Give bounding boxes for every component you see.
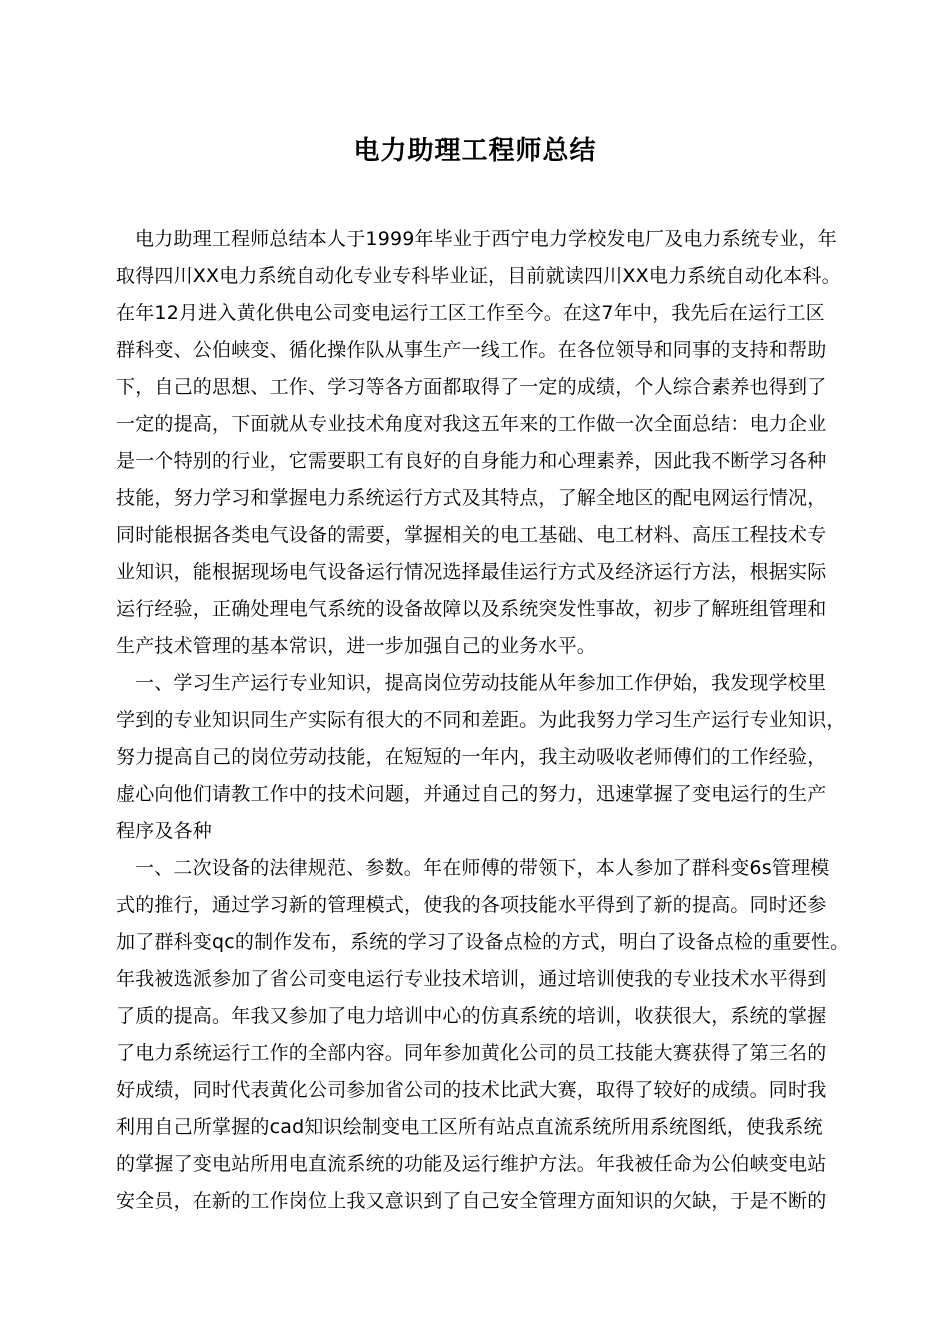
text-line: 业知识，能根据现场电气设备运行情况选择最佳运行方式及经济运行方法，根据实际 [116, 561, 827, 583]
text-line: 式的推行，通过学习新的管理模式，使我的各项技能水平得到了新的提高。同时还参 [116, 894, 827, 916]
text-line: 技能，努力学习和掌握电力系统运行方式及其特点，了解全地区的配电网运行情况， [116, 487, 827, 509]
text-line: 年我被选派参加了省公司变电运行专业技术培训，通过培训使我的专业技术水平得到 [116, 968, 827, 990]
text-line: 是一个特别的行业，它需要职工有良好的自身能力和心理素养，因此我不断学习各种 [116, 450, 827, 472]
text-line: 运行经验，正确处理电气系统的设备故障以及系统突发性事故，初步了解班组管理和 [116, 598, 827, 620]
text-line: 学到的专业知识同生产实际有很大的不同和差距。为此我努力学习生产运行专业知识， [116, 709, 846, 731]
text-line: 加了群科变qc的制作发布，系统的学习了设备点检的方式，明白了设备点检的重要性。 [116, 931, 850, 953]
text-line: 了质的提高。年我又参加了电力培训中心的仿真系统的培训，收获很大，系统的掌握 [116, 1005, 827, 1027]
text-line: 群科变、公伯峡变、循化操作队从事生产一线工作。在各位领导和同事的支持和帮助 [116, 339, 827, 361]
text-line: 在年12月进入黄化供电公司变电运行工区工作至今。在这7年中，我先后在运行工区 [116, 302, 825, 324]
text-line: 了电力系统运行工作的全部内容。同年参加黄化公司的员工技能大赛获得了第三名的 [116, 1042, 827, 1064]
text-line: 程序及各种 [116, 820, 213, 842]
text-line: 取得四川XX电力系统自动化专业专科毕业证，目前就读四川XX电力系统自动化本科。 [116, 265, 841, 287]
text-line: 安全员，在新的工作岗位上我又意识到了自己安全管理方面知识的欠缺，于是不断的 [116, 1190, 827, 1212]
text-line: 利用自己所掌握的cad知识绘制变电工区所有站点直流系统所用系统图纸，使我系统 [116, 1116, 823, 1138]
text-line: 同时能根据各类电气设备的需要，掌握相关的电工基础、电工材料、高压工程技术专 [116, 524, 827, 546]
text-line: 下，自己的思想、工作、学习等各方面都取得了一定的成绩，个人综合素养也得到了 [116, 376, 827, 398]
text-line: 虚心向他们请教工作中的技术问题，并通过自己的努力，迅速掌握了变电运行的生产 [116, 783, 827, 805]
document-body [116, 221, 850, 1220]
text-line: 一、二次设备的法律规范、参数。年在师傅的带领下，本人参加了群科变6s管理模 [135, 857, 830, 879]
text-line: 努力提高自己的岗位劳动技能，在短短的一年内，我主动吸收老师傅们的工作经验， [116, 746, 827, 768]
text-line: 一定的提高，下面就从专业技术角度对我这五年来的工作做一次全面总结：电力企业 [116, 413, 827, 435]
document-title: 电力助理工程师总结 [353, 136, 597, 166]
text-line: 好成绩，同时代表黄化公司参加省公司的技术比武大赛，取得了较好的成绩。同时我 [116, 1079, 827, 1101]
text-line: 一、学习生产运行专业知识，提高岗位劳动技能从年参加工作伊始，我发现学校里 [135, 672, 827, 694]
text-line: 电力助理工程师总结本人于1999年毕业于西宁电力学校发电厂及电力系统专业，年 [135, 228, 837, 250]
text-line: 生产技术管理的基本常识，进一步加强自己的业务水平。 [116, 635, 597, 657]
text-line: 的掌握了变电站所用电直流系统的功能及运行维护方法。年我被任命为公伯峡变电站 [116, 1153, 827, 1175]
